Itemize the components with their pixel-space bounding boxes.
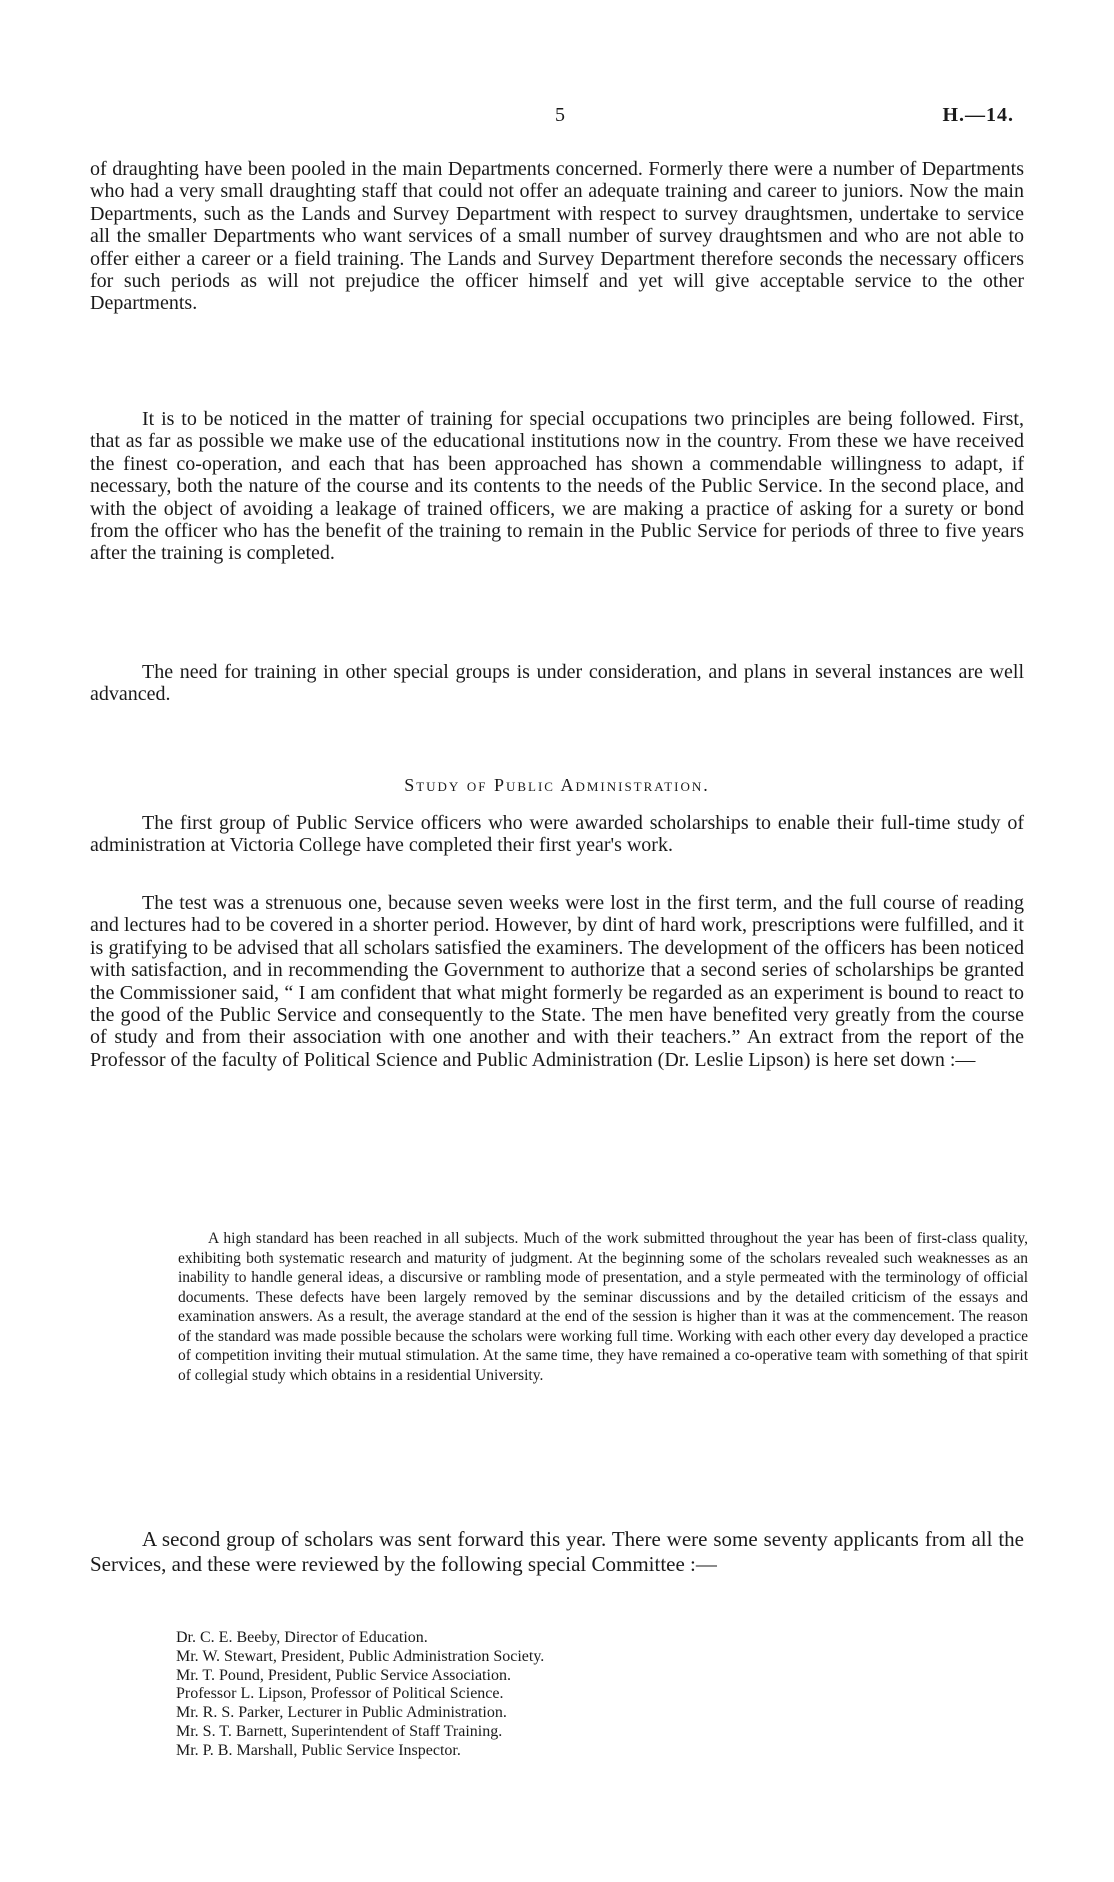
document-reference: H.—14.	[942, 104, 1014, 126]
committee-member: Dr. C. E. Beeby, Director of Education.	[176, 1629, 428, 1646]
committee-member: Professor L. Lipson, Professor of Political Science.	[176, 1685, 504, 1703]
paragraph-text: of draughting have been pooled in the main Departments concerned. Formerly there were a number of Departments who had a very small draughting staff that could not offer an adequate training and career to juniors. Now the main Departments, such as the Lands and Survey Department with respect to survey draughtsmen, undertake to service all the smaller Departments who want services of a small number of survey draughtsmen and who are not able to offer either a career or a field training. The Lands and Survey Department therefore seconds the necessary officers for such periods as will not prejudice the officer himself and yet will give acceptable service to the other Departments.	[90, 158, 1024, 315]
committee-member: Mr. W. Stewart, President, Public Administration Society.	[176, 1647, 545, 1665]
paragraph-draughting-continuation	[90, 158, 1024, 315]
paragraph-second-group	[90, 1527, 1024, 1577]
paragraph-text: The test was a strenuous one, because seven weeks were lost in the first term, and the full course of reading and lectures had to be covered in a shorter period. However, by dint of hard work, prescriptions were fulfilled, and it is gratifying to be advised that all scholars satisfied the examiners. The development of the officers has been noticed with satisfaction, and in recommending the Government to authorize that a second series of scholarships be granted the Commissioner said, “ I am confident that what might formerly be regarded as an experiment is bound to react to the good of the Public Service and consequently to the State. The men have benefited very greatly from the course of study and from their association with one another and with their teachers.” An extract from the report of the Professor of the faculty of Political Science and Public Administration (Dr. Leslie Lipson) is here set down :—	[90, 892, 1024, 1071]
paragraph-text: The need for training in other special groups is under consideration, and plans in several instances are well advanced.	[90, 661, 1024, 706]
paragraph-first-group	[90, 812, 1024, 857]
paragraph-test	[90, 892, 1024, 1071]
section-heading: Study of Public Administration.	[404, 775, 710, 795]
page-number: 5	[555, 104, 565, 126]
paragraph-training-principles	[90, 408, 1024, 565]
committee-member: Mr. P. B. Marshall, Public Service Inspector.	[176, 1741, 461, 1759]
block-quote-report-extract	[178, 1229, 1028, 1385]
committee-member: Mr. S. T. Barnett, Superintendent of Staff Training.	[176, 1722, 503, 1740]
committee-member: Mr. T. Pound, President, Public Service Association.	[176, 1666, 511, 1684]
quote-text: A high standard has been reached in all subjects. Much of the work submitted throughout the year has been of first-class quality, exhibiting both systematic research and maturity of judgment. At the beginning some of the scholars revealed such weaknesses as an inability to handle general ideas, a discursive or rambling mode of presentation, and a style permeated with the terminology of official documents. These defects have been largely removed by the seminar discussions and by the detailed criticism of the essays and examination answers. As a result, the average standard at the end of the session is higher than it was at the commencement. The reason of the standard was made possible because the scholars were working full time. Working with each other every day developed a practice of competition inviting their mutual stimulation. At the same time, they have remained a co-operative team with something of that spirit of collegial study which obtains in a residential University.	[178, 1230, 1028, 1384]
committee-list	[176, 1629, 876, 1761]
paragraph-text: The first group of Public Service officers who were awarded scholarships to enable their full-time study of administration at Victoria College have completed their first year's work.	[90, 812, 1024, 857]
paragraph-text: It is to be noticed in the matter of training for special occupations two principles are being followed. First, that as far as possible we make use of the educational institutions now in the country. From these we have received the finest co-operation, and each that has been approached has shown a commendable willingness to adapt, if necessary, both the nature of the course and its contents to the needs of the Public Service. In the second place, and with the object of avoiding a leakage of trained officers, we are making a practice of asking for a surety or bond from the officer who has the benefit of the training to remain in the Public Service for periods of three to five years after the training is completed.	[90, 408, 1024, 565]
committee-member: Mr. R. S. Parker, Lecturer in Public Administration.	[176, 1704, 507, 1722]
paragraph-text: A second group of scholars was sent forward this year. There were some seventy applicants from all the Services, and these were reviewed by the following special Committee :—	[90, 1527, 1024, 1576]
paragraph-other-groups	[90, 661, 1024, 706]
